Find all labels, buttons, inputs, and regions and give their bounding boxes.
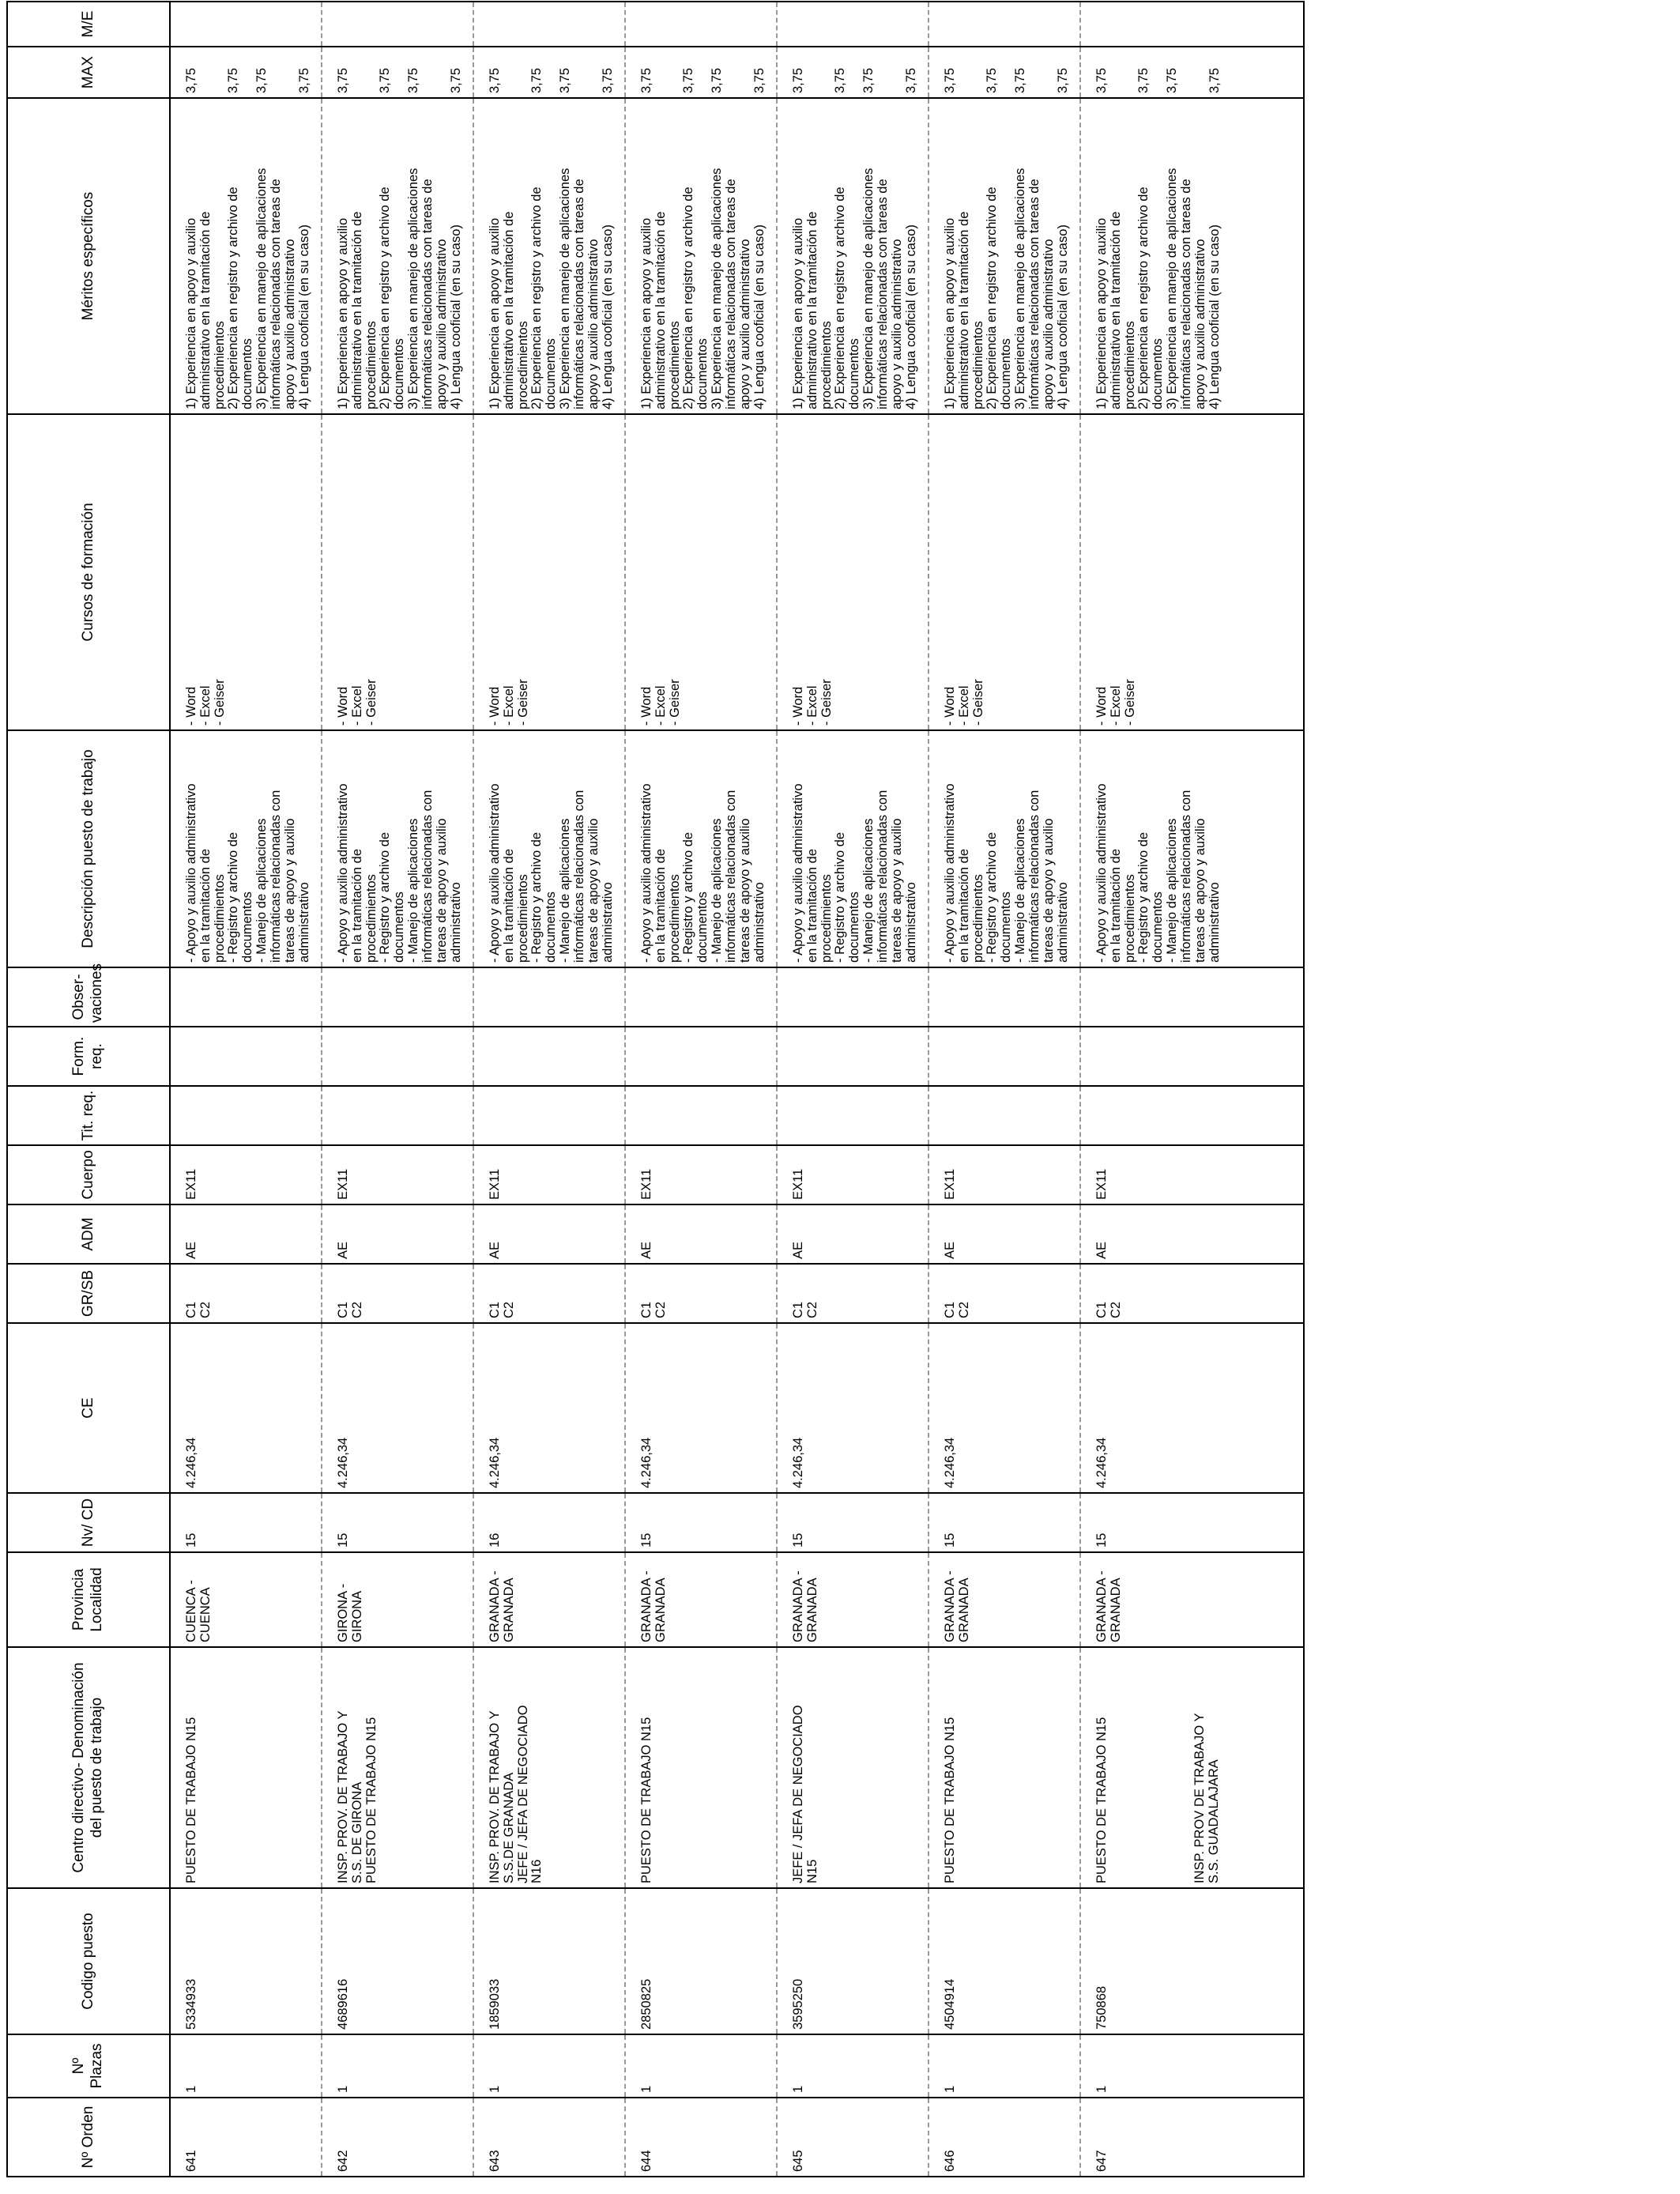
header-titulacion: Tit. req. — [7, 1086, 170, 1145]
cell-plazas: 1 — [473, 2034, 625, 2098]
centro-text: INSP. PROV. DE TRABAJO Y S.S. DE GIRONA PUESTO DE TRABAJO N15 — [336, 1710, 379, 1883]
cell-orden: 643 — [473, 2098, 625, 2177]
cell-cursos: - Word - Excel - Geiser — [1080, 414, 1304, 730]
cell-nivel: 15 — [170, 1493, 322, 1552]
cell-codigo: 1859033 — [473, 1888, 625, 2034]
cell-cuerpo: EX11 — [1080, 1145, 1304, 1204]
cell-codigo: 4504914 — [929, 1888, 1080, 2034]
centro-text: PUESTO DE TRABAJO N15 — [184, 1717, 198, 1883]
cell-me — [170, 2, 322, 47]
cell-descripcion: - Apoyo y auxilio administrativo en la tramitación de procedimientos - Registro y archivo de documentos - Manejo de aplicaciones informáticas relacionadas con tareas de apoyo y auxilio administrativo — [777, 730, 929, 967]
cell-max: 3,75 3,75 3,75 3,75 — [625, 47, 777, 98]
cell-formacion — [777, 1027, 929, 1086]
cell-plazas: 1 — [625, 2034, 777, 2098]
cell-cursos: - Word - Excel - Geiser — [170, 414, 322, 730]
cell-titulacion — [1080, 1086, 1304, 1145]
cell-nivel: 15 — [1080, 1493, 1304, 1552]
cell-ce: 4.246,34 — [929, 1323, 1080, 1493]
cell-descripcion: - Apoyo y auxilio administrativo en la tramitación de procedimientos - Registro y archivo de documentos - Manejo de aplicaciones informáticas relacionadas con tareas de apoyo y auxilio administrativo — [170, 730, 322, 967]
cell-grupo: C1 C2 — [1080, 1264, 1304, 1323]
header-me: M/E — [7, 2, 170, 47]
cell-provincia: CUENCA - CUENCA — [170, 1552, 322, 1647]
cell-cuerpo: EX11 — [473, 1145, 625, 1204]
cell-descripcion: - Apoyo y auxilio administrativo en la tramitación de procedimientos - Registro y archivo de documentos - Manejo de aplicaciones informáticas relacionadas con tareas de apoyo y auxilio administrativo — [625, 730, 777, 967]
table-row — [929, 2, 1080, 2177]
cell-cuerpo: EX11 — [929, 1145, 1080, 1204]
table-row — [170, 2, 322, 2177]
header-row — [7, 2, 170, 2177]
cell-cuerpo: EX11 — [777, 1145, 929, 1204]
cell-orden: 644 — [625, 2098, 777, 2177]
cell-ce: 4.246,34 — [625, 1323, 777, 1493]
cell-descripcion: - Apoyo y auxilio administrativo en la tramitación de procedimientos - Registro y archivo de documentos - Manejo de aplicaciones informáticas relacionadas con tareas de apoyo y auxilio administrativo — [1080, 730, 1304, 967]
cell-ce: 4.246,34 — [322, 1323, 473, 1493]
cell-nivel: 15 — [777, 1493, 929, 1552]
centro-text: JEFE / JEFA DE NEGOCIADO N15 — [791, 1705, 819, 1883]
cell-meritos: 1) Experiencia en apoyo y auxilio administrativo en la tramitación de procedimientos 2) Experiencia en registro y archivo de documentos 3) Experiencia en manejo de aplicaciones informáticas relacionadas con tareas de apoyo y auxilio administrativo 4) Lengua cooficial (en su caso) — [929, 98, 1080, 414]
cell-orden: 641 — [170, 2098, 322, 2177]
cell-centro — [170, 1647, 322, 1888]
cell-adm: AE — [929, 1204, 1080, 1264]
cell-orden: 645 — [777, 2098, 929, 2177]
cell-codigo: 3595250 — [777, 1888, 929, 2034]
cell-provincia: GRANADA - GRANADA — [777, 1552, 929, 1647]
table-row — [1080, 2, 1304, 2177]
cell-adm: AE — [777, 1204, 929, 1264]
cell-centro — [929, 1647, 1080, 1888]
header-plazas: Nº Plazas — [7, 2034, 170, 2098]
cell-formacion — [473, 1027, 625, 1086]
cell-ce: 4.246,34 — [170, 1323, 322, 1493]
cell-observaciones — [777, 967, 929, 1027]
header-codigo: Codigo puesto — [7, 1888, 170, 2034]
cell-provincia: GRANADA - GRANADA — [1080, 1552, 1304, 1647]
header-centro: Centro directivo- Denominación del puesto de trabajo — [7, 1647, 170, 1888]
cell-titulacion — [473, 1086, 625, 1145]
cell-max: 3,75 3,75 3,75 3,75 — [473, 47, 625, 98]
cell-centro — [322, 1647, 473, 1888]
cell-adm: AE — [322, 1204, 473, 1264]
header-descripcion: Descripción puesto de trabajo — [7, 730, 170, 967]
cell-cuerpo: EX11 — [322, 1145, 473, 1204]
cell-grupo: C1 C2 — [473, 1264, 625, 1323]
header-max: MAX — [7, 47, 170, 98]
cell-codigo: 4689616 — [322, 1888, 473, 2034]
cell-ce: 4.246,34 — [777, 1323, 929, 1493]
cell-cursos: - Word - Excel - Geiser — [473, 414, 625, 730]
header-cuerpo: Cuerpo — [7, 1145, 170, 1204]
cell-grupo: C1 C2 — [625, 1264, 777, 1323]
cell-centro — [625, 1647, 777, 1888]
cell-me — [1080, 2, 1304, 47]
cell-plazas: 1 — [777, 2034, 929, 2098]
cell-me — [625, 2, 777, 47]
table-row — [625, 2, 777, 2177]
cell-cursos: - Word - Excel - Geiser — [322, 414, 473, 730]
cell-me — [473, 2, 625, 47]
cell-descripcion: - Apoyo y auxilio administrativo en la tramitación de procedimientos - Registro y archivo de documentos - Manejo de aplicaciones informáticas relacionadas con tareas de apoyo y auxilio administrativo — [322, 730, 473, 967]
cell-meritos: 1) Experiencia en apoyo y auxilio administrativo en la tramitación de procedimientos 2) Experiencia en registro y archivo de documentos 3) Experiencia en manejo de aplicaciones informáticas relacionadas con tareas de apoyo y auxilio administrativo 4) Lengua cooficial (en su caso) — [625, 98, 777, 414]
cell-orden: 646 — [929, 2098, 1080, 2177]
cell-nivel: 15 — [625, 1493, 777, 1552]
table-row — [777, 2, 929, 2177]
header-provincia: Provincia Localidad — [7, 1552, 170, 1647]
cell-orden: 647 — [1080, 2098, 1304, 2177]
header-adm: ADM — [7, 1204, 170, 1264]
centro-text: PUESTO DE TRABAJO N15 — [1094, 1717, 1109, 1883]
cell-codigo: 750868 — [1080, 1888, 1304, 2034]
cell-centro — [473, 1647, 625, 1888]
cell-observaciones — [473, 967, 625, 1027]
header-ce: CE — [7, 1323, 170, 1493]
cell-meritos: 1) Experiencia en apoyo y auxilio administrativo en la tramitación de procedimientos 2) Experiencia en registro y archivo de documentos 3) Experiencia en manejo de aplicaciones informáticas relacionadas con tareas de apoyo y auxilio administrativo 4) Lengua cooficial (en su caso) — [1080, 98, 1304, 414]
cell-nivel: 15 — [322, 1493, 473, 1552]
cell-formacion — [322, 1027, 473, 1086]
cell-grupo: C1 C2 — [322, 1264, 473, 1323]
cell-adm: AE — [473, 1204, 625, 1264]
cell-cuerpo: EX11 — [625, 1145, 777, 1204]
centro-text: PUESTO DE TRABAJO N15 — [639, 1717, 654, 1883]
cell-meritos: 1) Experiencia en apoyo y auxilio administrativo en la tramitación de procedimientos 2) Experiencia en registro y archivo de documentos 3) Experiencia en manejo de aplicaciones informáticas relacionadas con tareas de apoyo y auxilio administrativo 4) Lengua cooficial (en su caso) — [777, 98, 929, 414]
table-row — [322, 2, 473, 2177]
cell-me — [777, 2, 929, 47]
cell-provincia: GRANADA - GRANADA — [473, 1552, 625, 1647]
cell-grupo: C1 C2 — [777, 1264, 929, 1323]
cell-centro — [777, 1647, 929, 1888]
cell-max: 3,75 3,75 3,75 3,75 — [322, 47, 473, 98]
cell-grupo: C1 C2 — [170, 1264, 322, 1323]
cell-adm: AE — [625, 1204, 777, 1264]
centro-sub-text: INSP. PROV DE TRABAJO Y S.S. GUADALAJARA — [1192, 1713, 1221, 1883]
cell-formacion — [170, 1027, 322, 1086]
cell-meritos: 1) Experiencia en apoyo y auxilio administrativo en la tramitación de procedimientos 2) Experiencia en registro y archivo de documentos 3) Experiencia en manejo de aplicaciones informáticas relacionadas con tareas de apoyo y auxilio administrativo 4) Lengua cooficial (en su caso) — [473, 98, 625, 414]
cell-orden: 642 — [322, 2098, 473, 2177]
cell-observaciones — [322, 967, 473, 1027]
cell-titulacion — [777, 1086, 929, 1145]
cell-formacion — [1080, 1027, 1304, 1086]
cell-codigo: 5334933 — [170, 1888, 322, 2034]
cell-descripcion: - Apoyo y auxilio administrativo en la tramitación de procedimientos - Registro y archivo de documentos - Manejo de aplicaciones informáticas relacionadas con tareas de apoyo y auxilio administrativo — [929, 730, 1080, 967]
header-orden: Nº Orden — [7, 2098, 170, 2177]
job-positions-table — [6, 1, 1305, 2177]
cell-observaciones — [170, 967, 322, 1027]
table-row — [473, 2, 625, 2177]
centro-text: INSP. PROV. DE TRABAJO Y S.S.DE GRANADA JEFE / JEFA DE NEGOCIADO N16 — [488, 1705, 544, 1883]
cell-plazas: 1 — [929, 2034, 1080, 2098]
cell-meritos: 1) Experiencia en apoyo y auxilio administrativo en la tramitación de procedimientos 2) Experiencia en registro y archivo de documentos 3) Experiencia en manejo de aplicaciones informáticas relacionadas con tareas de apoyo y auxilio administrativo 4) Lengua cooficial (en su caso) — [322, 98, 473, 414]
cell-me — [929, 2, 1080, 47]
cell-max: 3,75 3,75 3,75 3,75 — [929, 47, 1080, 98]
cell-titulacion — [322, 1086, 473, 1145]
centro-text: PUESTO DE TRABAJO N15 — [943, 1717, 957, 1883]
cell-provincia: GRANADA - GRANADA — [929, 1552, 1080, 1647]
cell-cursos: - Word - Excel - Geiser — [777, 414, 929, 730]
cell-titulacion — [625, 1086, 777, 1145]
cell-titulacion — [170, 1086, 322, 1145]
cell-descripcion: - Apoyo y auxilio administrativo en la tramitación de procedimientos - Registro y archivo de documentos - Manejo de aplicaciones informáticas relacionadas con tareas de apoyo y auxilio administrativo — [473, 730, 625, 967]
header-formacion: Form. req. — [7, 1027, 170, 1086]
cell-ce: 4.246,34 — [1080, 1323, 1304, 1493]
header-nivel: Nv/ CD — [7, 1493, 170, 1552]
cell-nivel: 15 — [929, 1493, 1080, 1552]
cell-max: 3,75 3,75 3,75 3,75 — [170, 47, 322, 98]
cell-observaciones — [625, 967, 777, 1027]
cell-grupo: C1 C2 — [929, 1264, 1080, 1323]
cell-cursos: - Word - Excel - Geiser — [929, 414, 1080, 730]
cell-centro — [1080, 1647, 1304, 1888]
cell-titulacion — [929, 1086, 1080, 1145]
cell-formacion — [625, 1027, 777, 1086]
cell-plazas: 1 — [322, 2034, 473, 2098]
cell-observaciones — [1080, 967, 1304, 1027]
cell-plazas: 1 — [170, 2034, 322, 2098]
cell-adm: AE — [1080, 1204, 1304, 1264]
cell-provincia: GIRONA - GIRONA — [322, 1552, 473, 1647]
cell-adm: AE — [170, 1204, 322, 1264]
cell-formacion — [929, 1027, 1080, 1086]
cell-ce: 4.246,34 — [473, 1323, 625, 1493]
cell-plazas: 1 — [1080, 2034, 1304, 2098]
cell-max: 3,75 3,75 3,75 3,75 — [777, 47, 929, 98]
header-meritos: Méritos específicos — [7, 98, 170, 414]
header-cursos: Cursos de formación — [7, 414, 170, 730]
cell-nivel: 16 — [473, 1493, 625, 1552]
header-grupo: GR/SB — [7, 1264, 170, 1323]
header-observaciones: Obser- vaciones — [7, 967, 170, 1027]
cell-max: 3,75 3,75 3,75 3,75 — [1080, 47, 1304, 98]
cell-cursos: - Word - Excel - Geiser — [625, 414, 777, 730]
cell-cuerpo: EX11 — [170, 1145, 322, 1204]
cell-provincia: GRANADA - GRANADA — [625, 1552, 777, 1647]
cell-meritos: 1) Experiencia en apoyo y auxilio administrativo en la tramitación de procedimientos 2) Experiencia en registro y archivo de documentos 3) Experiencia en manejo de aplicaciones informáticas relacionadas con tareas de apoyo y auxilio administrativo 4) Lengua cooficial (en su caso) — [170, 98, 322, 414]
cell-observaciones — [929, 967, 1080, 1027]
cell-me — [322, 2, 473, 47]
cell-codigo: 2850825 — [625, 1888, 777, 2034]
